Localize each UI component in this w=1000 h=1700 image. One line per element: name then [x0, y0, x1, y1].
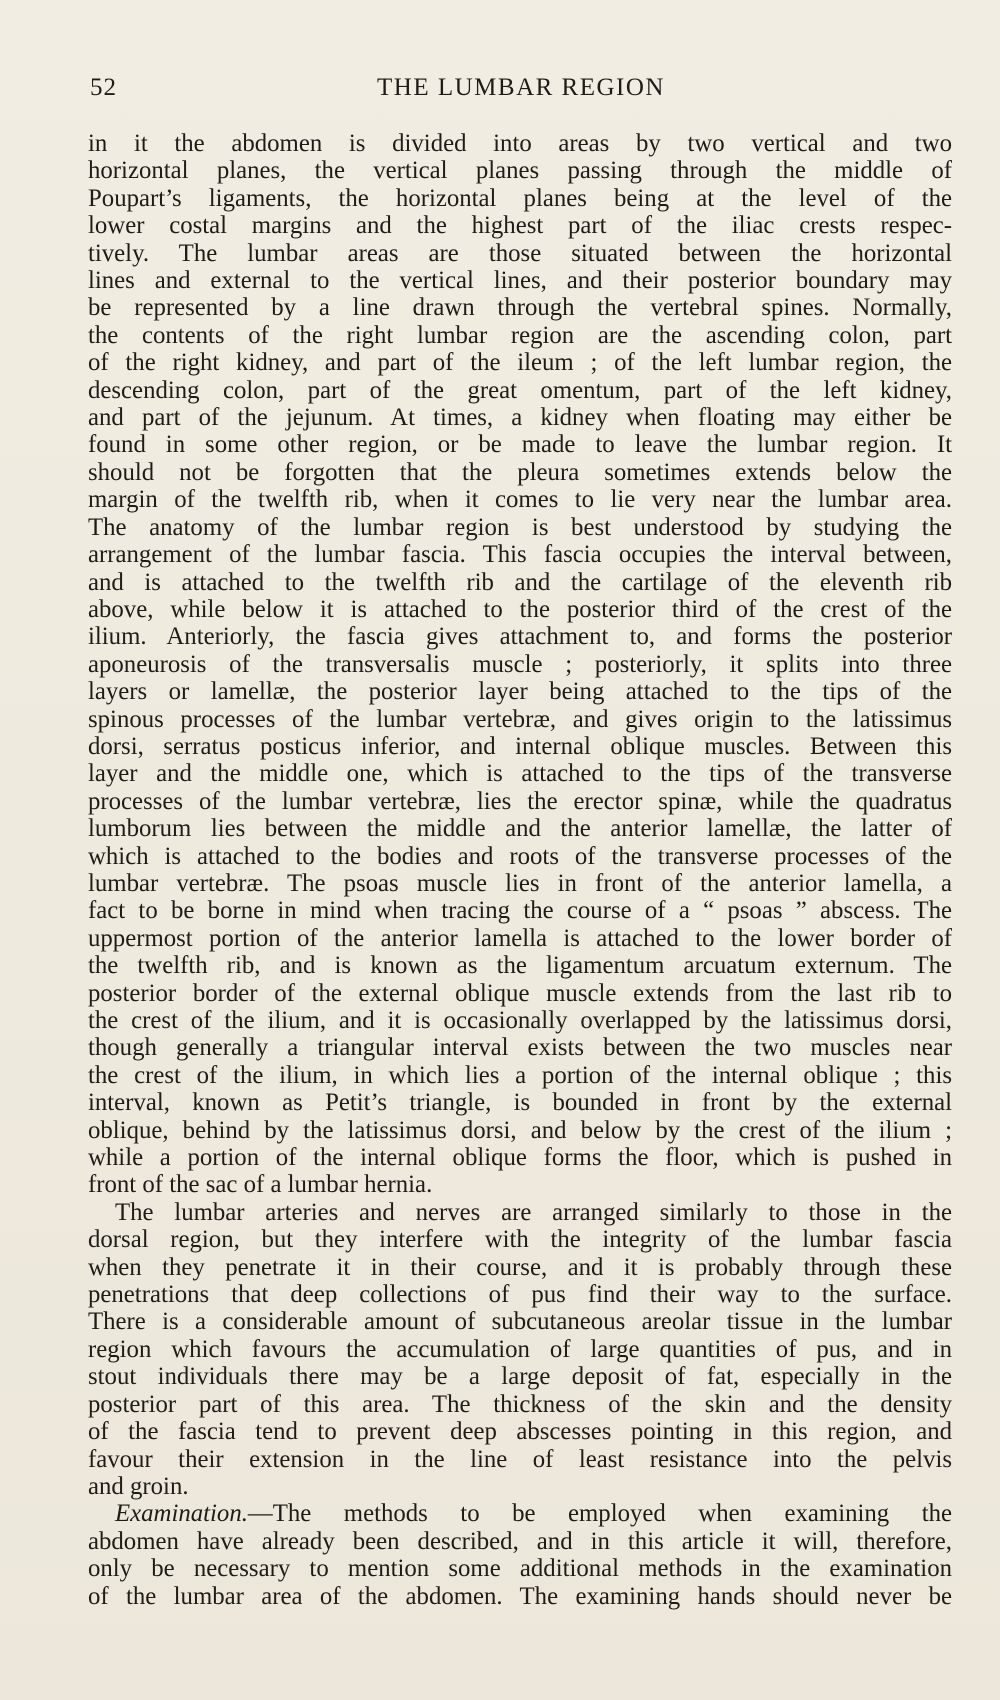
running-title: THE LUMBAR REGION — [377, 74, 665, 101]
line-text: front of the sac of a lumbar hernia. — [88, 1171, 433, 1199]
line-text: region which favours the accumulation of large quantities of pus, and in — [88, 1335, 952, 1363]
line-text: ilium. Anteriorly, the fascia gives attachment to, and forms the posterior — [88, 623, 952, 651]
text-line — [88, 377, 952, 404]
text-line — [88, 1418, 952, 1445]
text-line — [88, 1254, 952, 1281]
text-line — [88, 240, 952, 267]
text-line — [88, 925, 952, 952]
line-text: favour their extension in the line of least resistance into the pelvis — [88, 1445, 952, 1473]
page-number: 52 — [90, 74, 117, 101]
text-line — [88, 1391, 952, 1418]
text-line — [88, 431, 952, 458]
line-text: and is attached to the twelfth rib and the cartilage of the eleventh rib — [88, 568, 952, 596]
text-line — [88, 678, 952, 705]
line-text: lower costal margins and the highest part of the iliac crests respec- — [88, 212, 952, 240]
text-line — [88, 404, 952, 431]
line-text: found in some other region, or be made to leave the lumbar region. It — [88, 431, 952, 459]
line-text: while a portion of the internal oblique forms the floor, which is pushed in — [88, 1144, 952, 1172]
line-text: lines and external to the vertical lines, and their posterior boundary may — [88, 267, 952, 295]
line-text: and part of the jejunum. At times, a kidney when floating may either be — [88, 404, 952, 432]
line-text: lumborum lies between the middle and the anterior lamellæ, the latter of — [88, 815, 952, 843]
text-line — [88, 760, 952, 787]
text-line — [88, 815, 952, 842]
text-line — [88, 1500, 952, 1527]
text-line — [88, 1226, 952, 1253]
text-line — [88, 1473, 952, 1500]
text-line — [88, 1089, 952, 1116]
line-text: lumbar vertebræ. The psoas muscle lies in front of the anterior lamella, a — [88, 869, 952, 897]
line-text: should not be forgotten that the pleura sometimes extends below the — [88, 458, 952, 486]
line-text: of the lumbar area of the abdomen. The examining hands should never be — [88, 1582, 952, 1610]
text-line — [88, 1144, 952, 1171]
text-line — [88, 843, 952, 870]
line-text: of the fascia tend to prevent deep abscesses pointing in this region, and — [88, 1418, 952, 1446]
line-text: tively. The lumbar areas are those situated between the horizontal — [88, 239, 952, 267]
text-line — [88, 1528, 952, 1555]
text-line — [88, 322, 952, 349]
line-text: stout individuals there may be a large deposit of fat, especially in the — [88, 1363, 952, 1391]
line-text: in it the abdomen is divided into areas by two vertical and two — [88, 130, 952, 157]
text-line — [88, 459, 952, 486]
line-text: which is attached to the bodies and roots of the transverse processes of the — [88, 842, 952, 870]
text-line — [88, 1034, 952, 1061]
line-text: The anatomy of the lumbar region is best understood by studying the — [88, 513, 952, 541]
text-line — [88, 185, 952, 212]
text-line — [88, 1555, 952, 1582]
text-line — [88, 897, 952, 924]
line-text: aponeurosis of the transversalis muscle ; posteriorly, it splits into three — [88, 650, 952, 678]
line-text: above, while below it is attached to the posterior third of the crest of the — [88, 595, 952, 623]
text-line — [88, 1308, 952, 1335]
text-line — [88, 596, 952, 623]
body-text — [88, 130, 952, 1610]
line-text: layers or lamellæ, the posterior layer being attached to the tips of the — [88, 678, 952, 706]
line-text: and groin. — [88, 1472, 189, 1500]
text-line — [88, 569, 952, 596]
text-line — [88, 349, 952, 376]
line-text: dorsi, serratus posticus inferior, and internal oblique muscles. Between this — [88, 732, 952, 760]
line-text: layer and the middle one, which is attached to the tips of the transverse — [88, 760, 952, 788]
line-text: processes of the lumbar vertebræ, lies the erector spinæ, while the quadratus — [88, 787, 952, 815]
line-text: abdomen have already been described, and in this article it will, therefore, — [88, 1527, 952, 1555]
line-text: when they penetrate it in their course, and it is probably through these — [88, 1253, 952, 1281]
text-line — [88, 788, 952, 815]
line-text: descending colon, part of the great omentum, part of the left kidney, — [88, 376, 952, 404]
line-text: —The methods to be employed when examining the — [247, 1500, 952, 1528]
line-text: be represented by a line drawn through the vertebral spines. Normally, — [88, 294, 952, 322]
line-text: posterior border of the external oblique muscle extends from the last rib to — [88, 979, 952, 1007]
text-line — [88, 1007, 952, 1034]
line-text: interval, known as Petit’s triangle, is bounded in front by the external — [88, 1089, 952, 1117]
text-line — [88, 1583, 952, 1610]
line-text: margin of the twelfth rib, when it comes to lie very near the lumbar area. — [88, 486, 952, 514]
text-line — [88, 1062, 952, 1089]
text-line — [88, 514, 952, 541]
text-line — [88, 651, 952, 678]
line-text: uppermost portion of the anterior lamella is attached to the lower border of — [88, 924, 952, 952]
line-text: fact to be borne in mind when tracing the course of a “ psoas ” abscess. The — [88, 897, 952, 925]
line-text: horizontal planes, the vertical planes passing through the middle of — [88, 157, 952, 185]
text-line — [88, 1336, 952, 1363]
line-text: oblique, behind by the latissimus dorsi, and below by the crest of the ilium ; — [88, 1116, 952, 1144]
line-text: the crest of the ilium, and it is occasionally overlapped by the latissimus dorsi, — [88, 1007, 952, 1034]
text-line — [88, 870, 952, 897]
line-text: arrangement of the lumbar fascia. This fascia occupies the interval between, — [88, 541, 952, 569]
page-header — [90, 74, 952, 114]
line-text: dorsal region, but they interfere with the integrity of the lumbar fascia — [88, 1226, 952, 1254]
section-lead: Examination. — [115, 1500, 248, 1528]
text-line — [88, 1363, 952, 1390]
text-line — [88, 212, 952, 239]
line-text: spinous processes of the lumbar vertebræ, and gives origin to the latissimus — [88, 705, 952, 733]
text-line — [88, 1117, 952, 1144]
text-line — [88, 1446, 952, 1473]
text-line — [88, 294, 952, 321]
line-text: though generally a triangular interval exists between the two muscles near — [88, 1034, 952, 1062]
text-line — [88, 157, 952, 184]
text-line — [88, 267, 952, 294]
line-text: There is a considerable amount of subcutaneous areolar tissue in the lumbar — [88, 1308, 952, 1336]
line-text: posterior part of this area. The thickness of the skin and the density — [88, 1390, 952, 1418]
text-line — [88, 706, 952, 733]
text-line — [88, 1199, 952, 1226]
text-line — [88, 1281, 952, 1308]
text-line — [88, 952, 952, 979]
line-text: the contents of the right lumbar region are the ascending colon, part — [88, 321, 952, 349]
line-text: the crest of the ilium, in which lies a portion of the internal oblique ; this — [88, 1061, 952, 1089]
text-line — [88, 980, 952, 1007]
line-text: penetrations that deep collections of pus find their way to the surface. — [88, 1281, 952, 1309]
text-line — [88, 486, 952, 513]
text-line — [88, 541, 952, 568]
text-line — [88, 733, 952, 760]
line-text: Poupart’s ligaments, the horizontal planes being at the level of the — [88, 184, 952, 212]
line-text: The lumbar arteries and nerves are arranged similarly to those in the — [115, 1198, 952, 1226]
text-line — [88, 1171, 952, 1198]
line-text: of the right kidney, and part of the ileum ; of the left lumbar region, the — [88, 349, 952, 377]
line-text: only be necessary to mention some additional methods in the examination — [88, 1555, 952, 1583]
text-line — [88, 623, 952, 650]
text-line — [88, 130, 952, 157]
line-text: the twelfth rib, and is known as the ligamentum arcuatum externum. The — [88, 952, 952, 980]
